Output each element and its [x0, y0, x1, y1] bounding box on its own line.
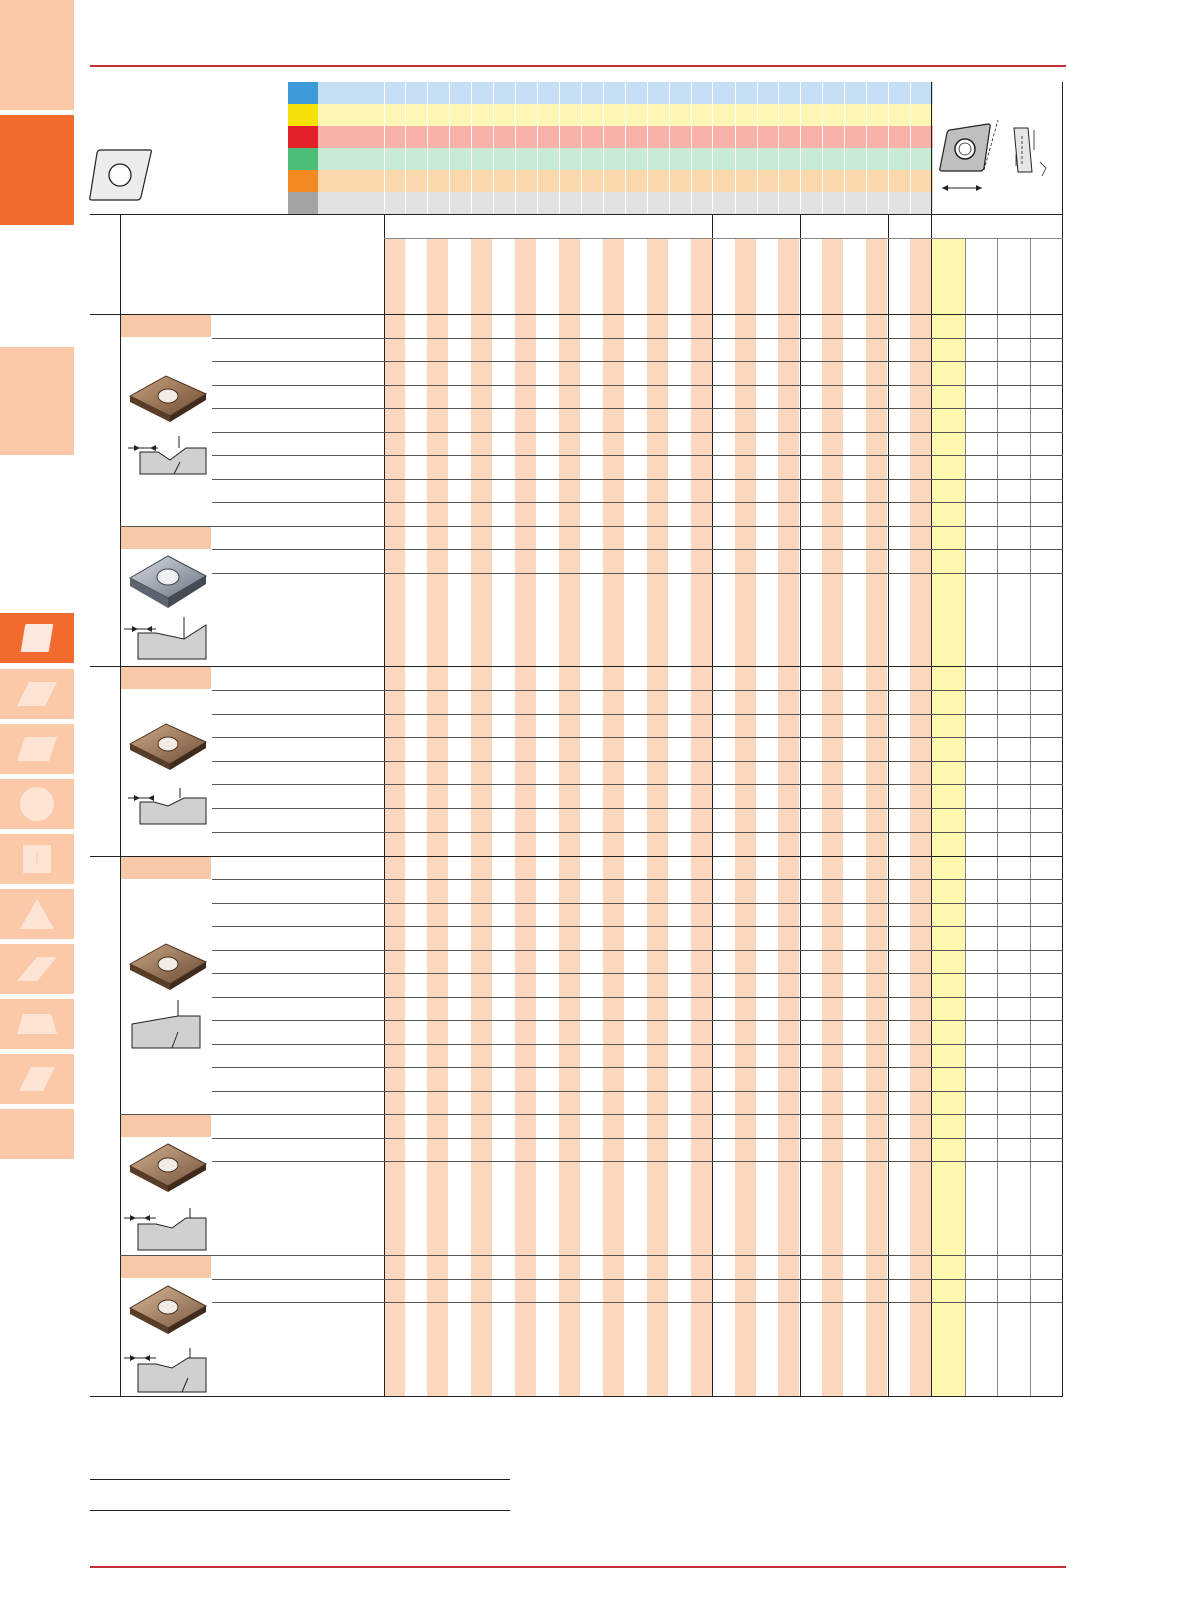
round-insert-icon: [17, 784, 57, 824]
header-divider: [931, 82, 932, 214]
parallelogram-icon: [15, 1064, 59, 1094]
grade-column-stripe: [691, 238, 712, 1396]
rhombus-icon: [19, 622, 55, 654]
row-line: [212, 950, 1063, 951]
material-p-swatch: [288, 82, 318, 104]
row-line: [212, 479, 1063, 480]
legend-col-sep: [735, 82, 736, 214]
row-line: [212, 408, 1063, 409]
row-line: [212, 385, 1063, 386]
legend-col-sep: [888, 82, 889, 214]
legend-col-sep: [537, 82, 538, 214]
legend-col-sep: [625, 82, 626, 214]
material-k-swatch: [288, 126, 318, 148]
grade-column-stripe: [822, 238, 843, 1396]
insert-dimension-diagram-icon: [936, 110, 1056, 202]
chipbreaker-label: [121, 667, 211, 689]
group-divider: [800, 214, 801, 1396]
row-line: [212, 1091, 1063, 1092]
row-line: [212, 573, 1063, 574]
insert-photo-icon: [128, 720, 208, 772]
legend-col-sep: [669, 82, 670, 214]
row-line: [212, 1067, 1063, 1068]
legend-col-sep: [866, 82, 867, 214]
grade-column-stripe: [735, 238, 756, 1396]
legend-col-sep: [691, 82, 692, 214]
legend-col-sep: [471, 82, 472, 214]
grade-column-stripe: [910, 238, 931, 1396]
side-tab-2[interactable]: [0, 347, 74, 455]
side-tab-3[interactable]: [0, 613, 74, 663]
row-line: [212, 926, 1063, 927]
footnote-line: [90, 1510, 510, 1511]
legend-col-sep: [647, 82, 648, 214]
row-line: [212, 1138, 1063, 1139]
row-line: [212, 997, 1063, 998]
chipbreaker-profile-icon: [122, 615, 208, 661]
group-divider: [888, 214, 889, 1396]
triangle-insert-icon: [17, 896, 57, 932]
row-line: [212, 432, 1063, 433]
side-tab-8[interactable]: [0, 889, 74, 939]
chipbreaker-profile-icon: [128, 998, 204, 1052]
bottom-rule: [90, 1566, 1066, 1568]
chipbreaker-label: [121, 1115, 211, 1137]
row-line: [212, 1279, 1063, 1280]
row-line: [212, 1020, 1063, 1021]
legend-col-sep: [844, 82, 845, 214]
subheader-line: [384, 238, 1063, 239]
row-line: [212, 361, 1063, 362]
row-line: [212, 1161, 1063, 1162]
side-tab-12[interactable]: [0, 1109, 74, 1159]
side-tab-11[interactable]: [0, 1054, 74, 1104]
row-line: [212, 690, 1063, 691]
legend-col-sep: [581, 82, 582, 214]
header-bottom-line: [90, 214, 1063, 215]
legend-col-sep: [910, 82, 911, 214]
grade-column-stripe: [427, 238, 448, 1396]
chipbreaker-profile-icon: [122, 1206, 208, 1252]
legend-col-sep: [559, 82, 560, 214]
legend-col-sep: [757, 82, 758, 214]
insert-photo-icon: [128, 552, 208, 612]
side-tab-1[interactable]: [0, 115, 74, 225]
legend-col-sep: [449, 82, 450, 214]
header2-bottom-line: [90, 314, 1063, 315]
side-tab-4[interactable]: [0, 669, 74, 719]
grade-column-stripe: [471, 238, 492, 1396]
chipbreaker-profile-icon: [124, 434, 208, 476]
legend-col-sep: [493, 82, 494, 214]
dim-col-divider: [965, 238, 966, 1396]
chipbreaker-label: [121, 1256, 211, 1278]
legend-col-sep: [800, 82, 801, 214]
table-right-border: [1062, 82, 1063, 1396]
designation-col-divider: [384, 214, 385, 1396]
row-line: [212, 973, 1063, 974]
grade-column-stripe: [384, 238, 405, 1396]
row-line: [212, 784, 1063, 785]
material-h-swatch: [288, 192, 318, 214]
row-line: [212, 549, 1063, 550]
row-line: [212, 714, 1063, 715]
trapezoid-insert-icon: [15, 1009, 59, 1039]
diamond-insert-icon: [15, 954, 59, 984]
legend-col-sep: [515, 82, 516, 214]
parallelogram-icon: [15, 679, 59, 709]
dim-col-divider: [1030, 238, 1031, 1396]
legend-col-sep: [427, 82, 428, 214]
row-line: [120, 1114, 1063, 1115]
legend-col-sep: [384, 82, 385, 214]
row-line: [212, 502, 1063, 503]
section-col-divider: [120, 214, 121, 1396]
insert-photo-icon: [128, 372, 208, 424]
chipbreaker-label: [121, 857, 211, 879]
square-insert-icon: [19, 841, 55, 877]
side-tab-5[interactable]: [0, 724, 74, 774]
row-line: [212, 903, 1063, 904]
grade-column-stripe: [559, 238, 580, 1396]
material-s-swatch: [288, 170, 318, 192]
group-divider: [712, 214, 713, 1396]
side-tab-0[interactable]: [0, 0, 74, 110]
row-line: [212, 879, 1063, 880]
grade-column-stripe: [866, 238, 887, 1396]
row-line: [212, 761, 1063, 762]
insert-photo-icon: [128, 1282, 208, 1338]
header-insert-icon: [88, 147, 154, 203]
row-line: [212, 832, 1063, 833]
chipbreaker-label: [121, 315, 211, 337]
group-divider: [931, 214, 932, 1396]
grade-column-stripe: [778, 238, 799, 1396]
chipbreaker-profile-icon: [124, 786, 208, 826]
legend-col-sep: [603, 82, 604, 214]
chipbreaker-label: [121, 527, 211, 549]
row-line: [120, 1255, 1063, 1256]
dimension-column-highlight: [932, 238, 965, 1396]
row-line: [212, 338, 1063, 339]
side-tab-10[interactable]: [0, 999, 74, 1049]
insert-photo-icon: [128, 1140, 208, 1196]
top-rule: [90, 65, 1066, 67]
grade-column-stripe: [603, 238, 624, 1396]
legend-col-sep: [405, 82, 406, 214]
row-line: [212, 1302, 1063, 1303]
section-divider: [90, 666, 1063, 667]
row-line: [212, 1044, 1063, 1045]
parallelogram-icon: [15, 734, 59, 764]
side-tab-7[interactable]: [0, 834, 74, 884]
table-bottom-line: [90, 1396, 1063, 1397]
side-tab-9[interactable]: [0, 944, 74, 994]
grade-column-stripe: [515, 238, 536, 1396]
footnote-line: [90, 1479, 510, 1480]
chipbreaker-profile-icon: [122, 1346, 208, 1394]
dim-col-divider: [997, 238, 998, 1396]
row-line: [212, 455, 1063, 456]
row-line: [120, 526, 1063, 527]
row-line: [212, 737, 1063, 738]
section-divider: [90, 856, 1063, 857]
side-tab-6[interactable]: [0, 779, 74, 829]
material-m-swatch: [288, 104, 318, 126]
legend-col-sep: [778, 82, 779, 214]
legend-col-sep: [712, 82, 713, 214]
insert-photo-icon: [128, 940, 208, 992]
grade-column-stripe: [647, 238, 668, 1396]
legend-col-sep: [822, 82, 823, 214]
row-line: [212, 808, 1063, 809]
material-n-swatch: [288, 148, 318, 170]
